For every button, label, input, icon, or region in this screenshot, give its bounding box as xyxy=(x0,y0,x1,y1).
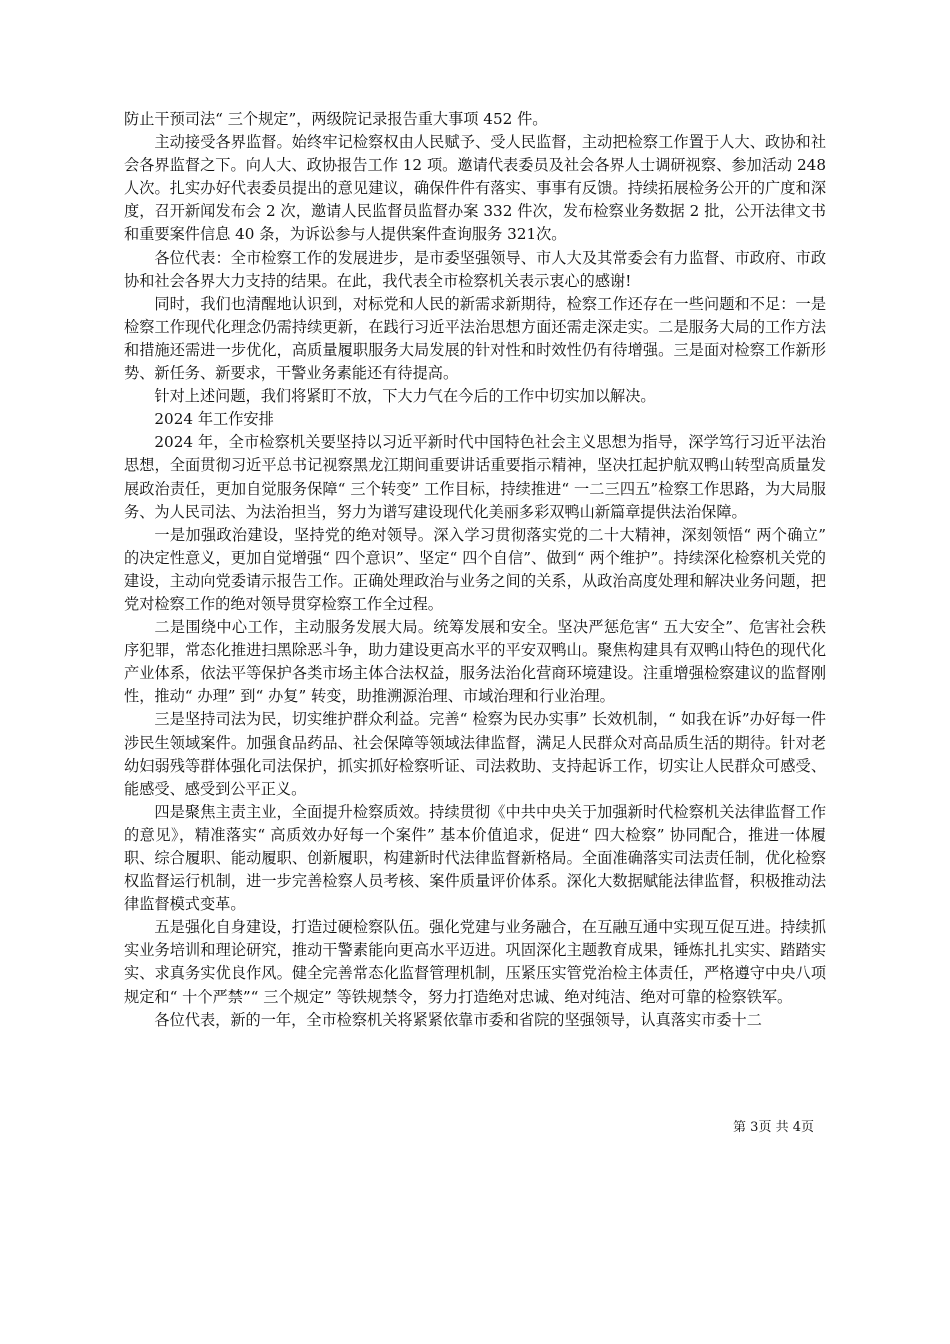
paragraph-closing: 各位代表，新的一年，全市检察机关将紧紧依靠市委和省院的坚强领导，认真落实市委十二 xyxy=(154,1010,762,1029)
paragraph-supervision: 主动接受各界监督。始终牢记检察权由人民赋予、受人民监督，主动把检察工作置于人大、政协和社会各界监督之下。向人大、政协报告工作 12 项。邀请代表委员及社会各界人士调研视察、参加活动 248 人次。扎实办好代表委员提出的意见建议，确保件件有落实、事事有反馈。持续拓展检务公开的广度和深度，召开新闻发布会 2 次，邀请人民监督员监督办案 332 件次，发布检察业务数据 2 批，公开法律文书和重要案件信息 40 条，为诉讼参与人提供案件查询服务 321次。 xyxy=(124,133,826,244)
paragraph-2024-overview: 2024 年，全市检察机关要坚持以习近平新时代中国特色社会主义思想为指导，深学笃行习近平法治思想，全面贯彻习近平总书记视察黑龙江期间重要讲话重要指示精神，坚决扛起护航双鸭山转型高质量发展政治责任，更加自觉服务保障“ 三个转变” 工作目标，持续推进“ 一二三四五”检察工作思路，为大局服务、为人民司法、为法治担当，努力为谱写建设现代化美丽多彩双鸭山新篇章提供法治保障。 xyxy=(124,433,826,521)
document-body xyxy=(124,108,826,1032)
paragraph-problems: 同时，我们也清醒地认识到，对标党和人民的新需求新期待，检察工作还存在一些问题和不足：一是检察工作现代化理念仍需持续更新，在践行习近平法治思想方面还需走深走实。二是服务大局的工作方法和措施还需进一步优化，高质量履职服务大局发展的针对性和时效性仍有待增强。三是面对检察工作新形势、新任务、新要求，干警业务素能还有待提高。 xyxy=(124,294,826,383)
paragraph-item-4: 四是聚焦主责主业，全面提升检察质效。持续贯彻《中共中央关于加强新时代检察机关法律监督工作的意见》，精准落实“ 高质效办好每一个案件” 基本价值追求，促进“ 四大检察” 协同配合，推进一体履职、综合履职、能动履职、创新履职，构建新时代法律监督新格局。全面准确落实司法责任制，优化检察权监督运行机制，进一步完善检察人员考核、案件质量评价体系。深化大数据赋能法律监督，积极推动法律监督模式变革。 xyxy=(124,802,826,914)
paragraph-thanks: 各位代表：全市检察工作的发展进步，是市委坚强领导、市人大及其常委会有力监督、市政府、市政协和社会各界大力支持的结果。在此，我代表全市检察机关表示衷心的感谢! xyxy=(124,248,826,290)
paragraph-item-5: 五是强化自身建设，打造过硬检察队伍。强化党建与业务融合，在互融互通中实现互促互进。持续抓实业务培训和理论研究，推动干警素能向更高水平迈进。巩固深化主题教育成果，锤炼扎扎实实、踏踏实实、求真务实优良作风。健全完善常态化监督管理机制，压紧压实管党治检主体责任，严格遵守中央八项规定和“ 十个严禁”“ 三个规定” 等铁规禁令，努力打造绝对忠诚、绝对纯洁、绝对可靠的检察铁军。 xyxy=(124,918,826,1006)
page-number: 第 3页 共 4页 xyxy=(733,1120,814,1135)
section-heading-2024: 2024 年工作安排 xyxy=(154,410,274,429)
paragraph-item-2: 二是围绕中心工作，主动服务发展大局。统筹发展和安全。坚决严惩危害“ 五大安全”、危害社会秩序犯罪，常态化推进扫黑除恶斗争，助力建设更高水平的平安双鸭山。聚焦构建具有双鸭山特色的现代化产业体系，依法平等保护各类市场主体合法权益，服务法治化营商环境建设。注重增强检察建议的监督刚性，推动“ 办理” 到“ 办复” 转变，助推溯源治理、市域治理和行业治理。 xyxy=(124,618,826,706)
paragraph-resolve: 针对上述问题，我们将紧盯不放，下大力气在今后的工作中切实加以解决。 xyxy=(154,387,656,406)
paragraph-continued: 防止干预司法“ 三个规定”，两级院记录报告重大事项 452 件。 xyxy=(124,110,548,128)
paragraph-item-3: 三是坚持司法为民，切实维护群众利益。完善“ 检察为民办实事” 长效机制，“ 如我在诉”办好每一件涉民生领域案件。加强食品药品、社会保障等领域法律监督，满足人民群众对高品质生活的期待。针对老幼妇弱残等群体强化司法保护，抓实抓好检察听证、司法救助、支持起诉工作，切实让人民群众可感受、能感受、感受到公平正义。 xyxy=(124,710,826,798)
paragraph-item-1: 一是加强政治建设，坚持党的绝对领导。深入学习贯彻落实党的二十大精神，深刻领悟“ 两个确立” 的决定性意义，更加自觉增强“ 四个意识”、坚定“ 四个自信”、做到“ 两个维护”。持续深化检察机关党的建设，主动向党委请示报告工作。正确处理政治与业务之间的关系，从政治高度处理和解决业务问题，把党对检察工作的绝对领导贯穿检察工作全过程。 xyxy=(124,525,826,613)
